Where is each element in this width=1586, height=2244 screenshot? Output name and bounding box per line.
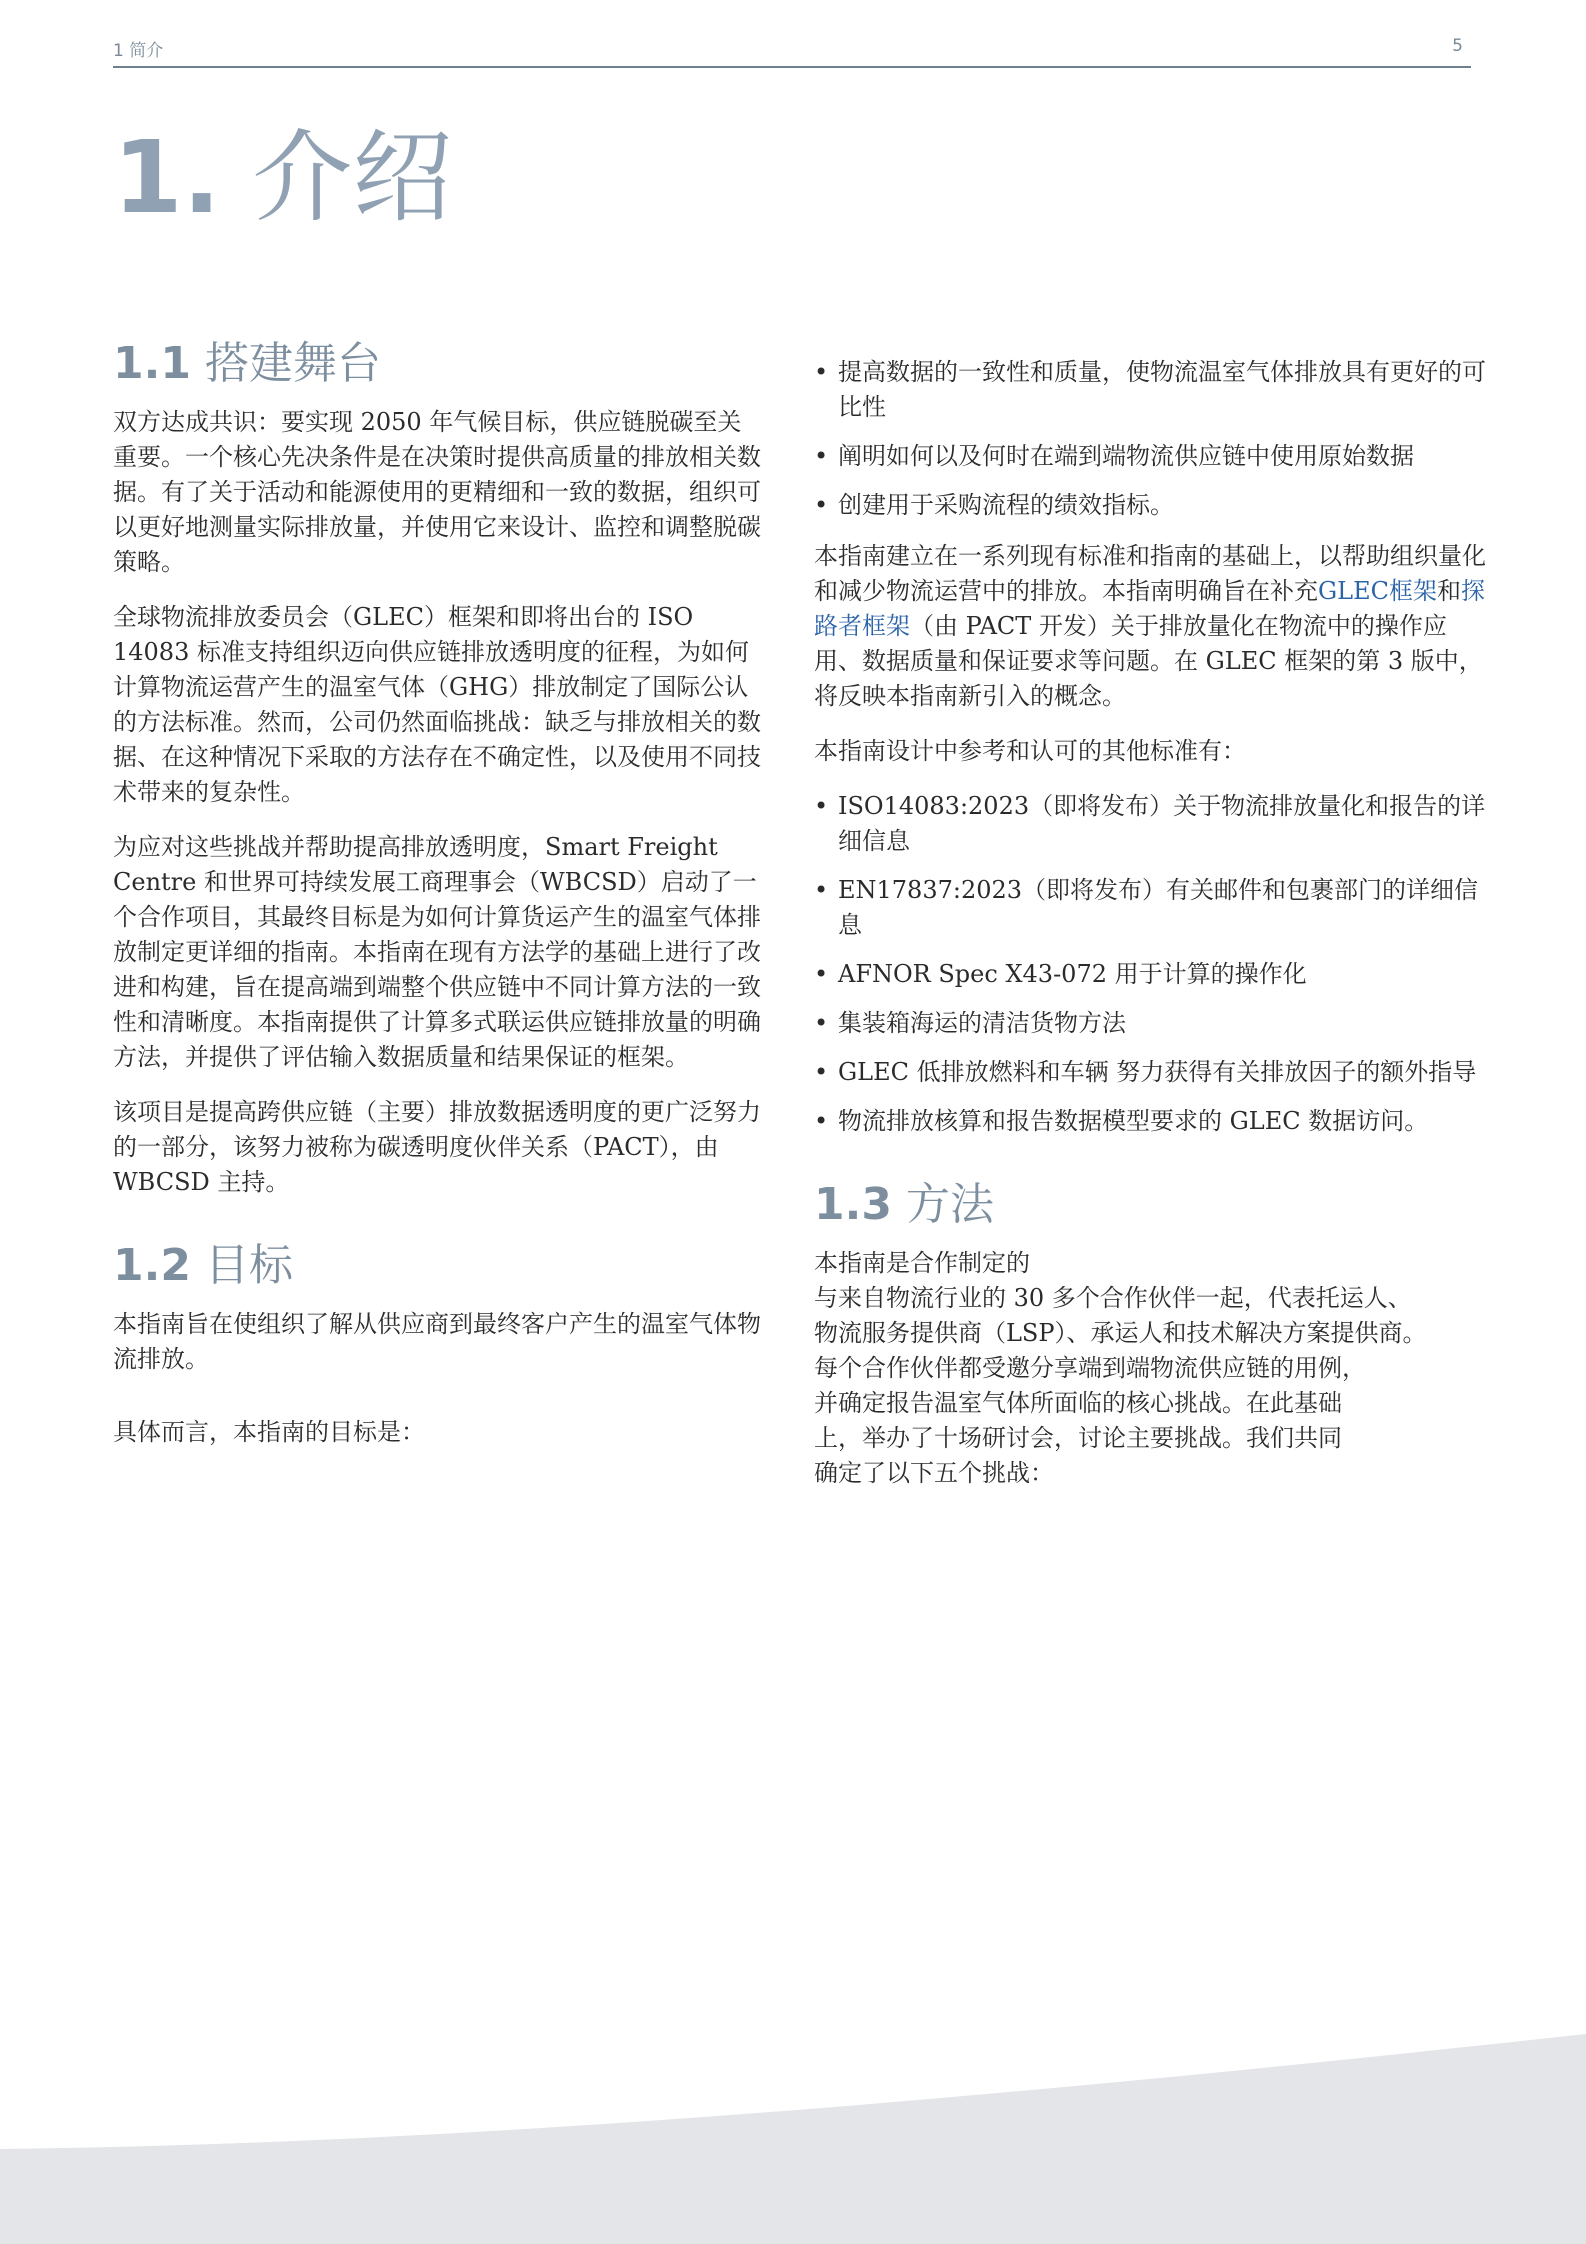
goals-list [814, 355, 1494, 523]
list-item [814, 439, 1494, 474]
paragraph-line: 每个合作伙伴都受邀分享端到端物流供应链的用例， [814, 1353, 1366, 1382]
paragraph: 本指南旨在使组织了解从供应商到最终客户产生的温室气体物流排放。 [113, 1309, 761, 1373]
list-item-text: 创建用于采购流程的绩效指标。 [838, 491, 1174, 519]
bullet-icon: • [814, 358, 829, 386]
running-header [113, 36, 1471, 68]
paragraph-line: 物流服务提供商（LSP）、承运人和技术解决方案提供商。 [814, 1318, 1427, 1347]
list-item-text: AFNOR Spec X43-072 用于计算的操作化 [838, 960, 1307, 988]
bullet-icon: • [814, 1107, 829, 1135]
list-item [814, 355, 1494, 425]
list-item-text: 提高数据的一致性和质量，使物流温室气体排放具有更好的可比性 [838, 358, 1486, 421]
chapter-number: 1. [113, 119, 221, 236]
bullet-icon: • [814, 1058, 829, 1086]
paragraph: 具体而言，本指南的目标是： [113, 1417, 425, 1446]
list-item-text: 物流排放核算和报告数据模型要求的 GLEC 数据访问。 [838, 1107, 1429, 1135]
method-paragraph [814, 1246, 1494, 1491]
list-item [814, 789, 1494, 859]
right-column [814, 355, 1494, 1491]
paragraph: 双方达成共识：要实现 2050 年气候目标，供应链脱碳至关重要。一个核心先决条件是在决策时提供高质量的排放相关数据。有了关于活动和能源使用的更精细和一致的数据，组织可以更好地测量实际排放量，并使用它来设计、监控和调整脱碳策略。 [113, 407, 761, 576]
paragraph: 本指南设计中参考和认可的其他标准有： [814, 737, 1246, 765]
list-item [814, 1055, 1494, 1090]
paragraph: 全球物流排放委员会（GLEC）框架和即将出台的 ISO 14083 标准支持组织迈向供应链排放透明度的征程，为如何计算物流运营产生的温室气体（GHG）排放制定了国际公认的方法标准。然而，公司仍然面临挑战：缺乏与排放相关的数据、在这种情况下采取的方法存在不确定性，以及使用不同技术带来的复杂性。 [113, 602, 761, 806]
paragraph [814, 539, 1494, 714]
section-title: 目标 [204, 1239, 293, 1291]
wave-shape [0, 2034, 1586, 2244]
paragraph: 为应对这些挑战并帮助提高排放透明度，Smart Freight Centre 和世界可持续发展工商理事会（WBCSD）启动了一个合作项目，其最终目标是为如何计算货运产生的温室气体排放制定更详细的指南。本指南在现有方法学的基础上进行了改进和构建，旨在提高端到端整个供应链中不同计算方法的一致性和清晰度。本指南提供了计算多式联运供应链排放量的明确方法，并提供了评估输入数据质量和结果保证的框架。 [113, 832, 761, 1071]
list-item-text: 集装箱海运的清洁货物方法 [838, 1009, 1126, 1037]
chapter-title [113, 118, 452, 238]
paragraph-text: 本指南建立在一系列现有标准和指南的基础上，以帮助组织量化和减少物流运营中的排放。本指南明确旨在补充 [814, 542, 1486, 605]
list-item-text: 阐明如何以及何时在端到端物流供应链中使用原始数据 [838, 442, 1414, 470]
paragraph-text: （由 PACT 开发）关于排放量化在物流中的操作应用、数据质量和保证要求等问题。在 GLEC 框架的第 3 版中，将反映本指南新引入的概念。 [814, 612, 1483, 710]
section-heading-1-2 [113, 1240, 763, 1293]
bullet-icon: • [814, 876, 829, 904]
decorative-wave [0, 2014, 1586, 2244]
list-item-text: EN17837:2023（即将发布）有关邮件和包裹部门的详细信息 [838, 876, 1479, 939]
list-item-text: GLEC 低排放燃料和车辆 努力获得有关排放因子的额外指导 [838, 1058, 1477, 1086]
list-item [814, 1104, 1494, 1139]
bullet-icon: • [814, 960, 829, 988]
standards-list [814, 789, 1494, 1139]
bullet-icon: • [814, 491, 829, 519]
list-item [814, 1006, 1494, 1041]
paragraph: 该项目是提高跨供应链（主要）排放数据透明度的更广泛努力的一部分，该努力被称为碳透明度伙伴关系（PACT），由 WBCSD 主持。 [113, 1097, 761, 1196]
section-heading-1-1 [113, 338, 763, 391]
chapter-title-text: 介绍 [252, 119, 453, 236]
list-item [814, 957, 1494, 992]
page-number: 5 [1452, 36, 1463, 56]
paragraph-line: 上，举办了十场研讨会，讨论主要挑战。我们共同 [814, 1423, 1342, 1452]
list-item [814, 873, 1494, 943]
paragraph-line: 并确定报告温室气体所面临的核心挑战。在此基础 [814, 1388, 1342, 1417]
left-column [113, 338, 763, 1470]
running-header-section: 1 简介 [113, 41, 164, 61]
bullet-icon: • [814, 792, 829, 820]
paragraph-text: 和 [1437, 577, 1461, 605]
section-title: 方法 [905, 1179, 994, 1230]
section-number: 1.3 [814, 1179, 892, 1230]
section-title: 搭建舞台 [204, 338, 381, 389]
section-heading-1-3 [814, 1179, 1494, 1232]
section-number: 1.2 [113, 1239, 191, 1291]
paragraph-line: 与来自物流行业的 30 多个合作伙伴一起，代表托运人、 [814, 1283, 1412, 1312]
pathfinder-framework-link[interactable]: 探路者框架 [814, 577, 1485, 640]
section-number: 1.1 [113, 338, 191, 389]
paragraph-line: 本指南是合作制定的 [814, 1248, 1030, 1277]
paragraph-line: 确定了以下五个挑战： [814, 1458, 1054, 1487]
list-item [814, 488, 1494, 523]
list-item-text: ISO14083:2023（即将发布）关于物流排放量化和报告的详细信息 [838, 792, 1486, 855]
bullet-icon: • [814, 442, 829, 470]
glec-framework-link[interactable]: GLEC框架 [1318, 577, 1437, 605]
bullet-icon: • [814, 1009, 829, 1037]
